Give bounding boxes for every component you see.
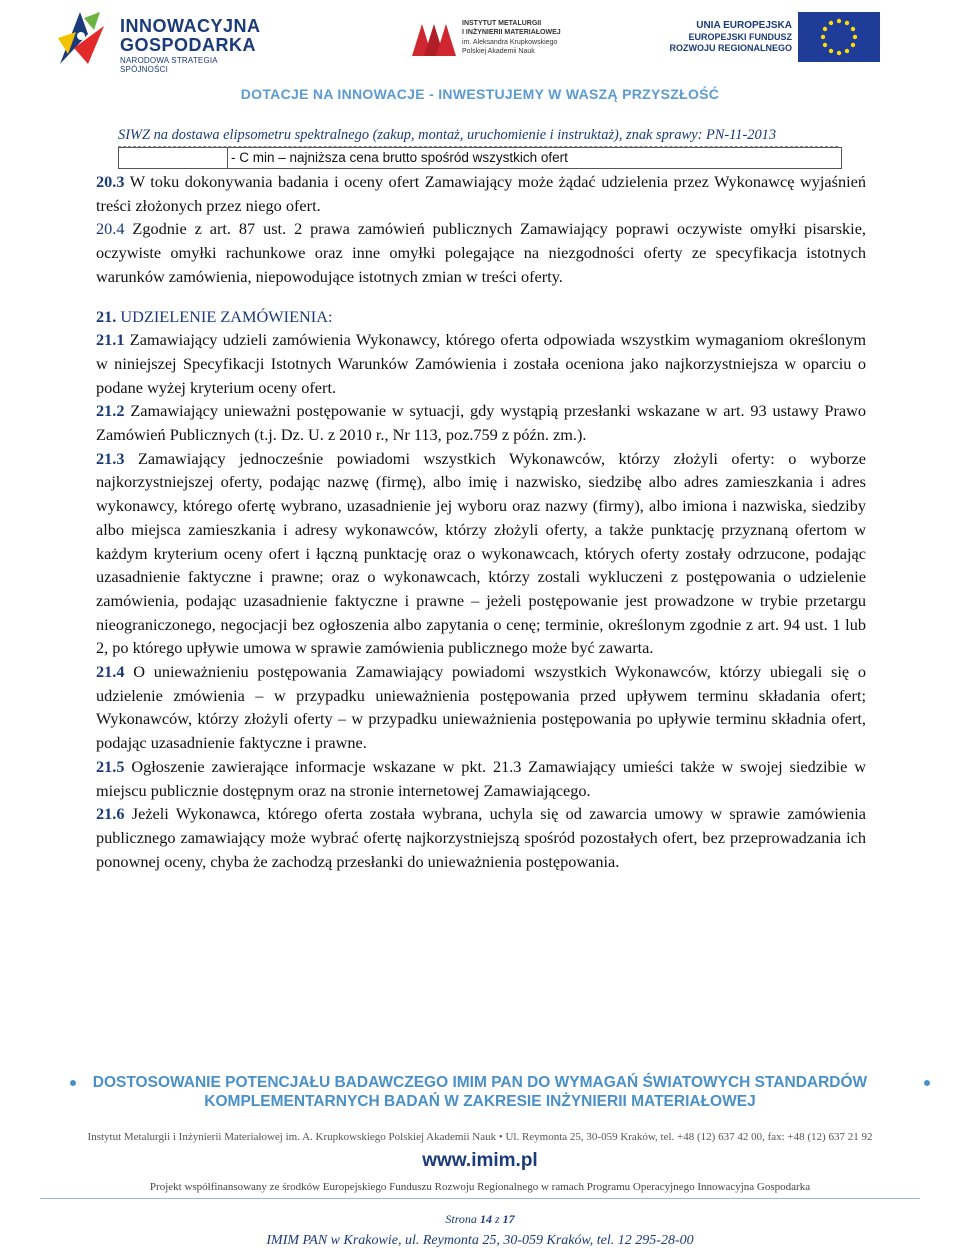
header-banner: DOTACJE NA INNOWACJE - INWESTUJEMY W WASZĄ PRZYSZŁOŚĆ: [240, 86, 720, 102]
logo-right-line1: UNIA EUROPEJSKA: [696, 20, 792, 31]
table-row-text: - C min – najniższa cena brutto spośród wszystkich ofert: [231, 150, 568, 165]
page-total: 17: [502, 1212, 515, 1226]
page-number: [0, 1212, 960, 1227]
paragraph-21-2: [96, 399, 866, 446]
logo-right-line2: EUROPEJSKI FUNDUSZ: [688, 32, 792, 42]
footer-project-note: Projekt współfinansowany ze środków Europejskiego Funduszu Rozwoju Regionalnego w ramach Programu Operacyjnego Innowacyjna Gospodarka: [149, 1181, 811, 1193]
footer-divider: [40, 1198, 920, 1199]
paragraph-21-1: [96, 328, 866, 399]
imim-emblem-icon: [410, 18, 458, 58]
footer-title-line2: KOMPLEMENTARNYCH BADAŃ W ZAKRESIE INŻYNIERII MATERIAŁOWEJ: [204, 1093, 756, 1110]
paragraph-text: O unieważnieniu postępowania Zamawiający powiadomi wszystkich Wykonawców, którzy ubiegali się o udzielenie zmówienia – w przypadku unieważnienia postępowania przed upływem terminu składania ofert; Wykonawców, którzy złożyli oferty – w przypadku unieważnienia postępowania po upływie terminu składnia ofert, podając uzasadnienie faktyczne i prawne.: [96, 662, 866, 753]
logo-right-line3: ROZWOJU REGIONALNEGO: [669, 43, 792, 53]
paragraph-number: 21.3: [96, 448, 125, 468]
paragraph-number: 21.4: [96, 662, 125, 682]
footer-address: Instytut Metalurgii i Inżynierii Materiałowej im. A. Krupkowskiego Polskiej Akademii Nauk • Ul. Reymonta 25, 30-059 Kraków, tel. +48 (12) 637 42 00, fax: +48 (12) 637 21 92: [87, 1131, 873, 1143]
logo-left-line2: GOSPODARKA: [120, 35, 257, 55]
footer-title-line1: DOSTOSOWANIE POTENCJAŁU BADAWCZEGO IMIM PAN DO WYMAGAŃ ŚWIATOWYCH STANDARDÓW: [92, 1074, 868, 1091]
logo-left-line1: INNOWACYJNA: [120, 16, 261, 36]
page-word: Strona: [445, 1212, 480, 1226]
paragraph-text: Zamawiający udzieli zamówienia Wykonawcy, którego oferta odpowiada wszystkim wymaganiom określonym w niniejszej Specyfikacji Istotnych Warunków Zamówienia i została oceniona jako najkorzystniejsza w oparciu o podane wyżej kryterium oceny ofert.: [96, 330, 866, 397]
paragraph-21-3: [96, 447, 866, 660]
innowacyjna-gospodarka-logo: [42, 6, 262, 74]
paragraph-text: Zgodnie z art. 87 ust. 2 prawa zamówień publicznych Zamawiający poprawi oczywiste omyłki pisarskie, oczywiste omyłki rachunkowe oraz inne omyłki polegające na niezgodności oferty ze specyfikacja istotnych warunków zamówienia, niepowodujące istotnych zmian w treści oferty.: [96, 219, 866, 286]
logo-center-line4: Polskiej Akademii Nauk: [462, 48, 535, 55]
logo-left-line3: NARODOWA STRATEGIA SPÓJNOŚCI: [120, 56, 218, 74]
paragraph-21-4: [96, 660, 866, 755]
paragraph-20-4: [96, 217, 866, 288]
paragraph-text: Ogłoszenie zawierające informacje wskazane w pkt. 21.3 Zamawiający umieści także w swojej siedzibie w miejscu publicznie dostępnym oraz na stronie internetowej Zamawiającego.: [96, 756, 866, 800]
innowacyjna-gospodarka-emblem-icon: [54, 8, 108, 66]
paragraph-text: W toku dokonywania badania i oceny ofert Zamawiający może żądać udzielenia przez Wykonawcę wyjaśnień treści złożonych przez niego ofert.: [96, 172, 866, 215]
paragraph-number: 20.3: [96, 172, 125, 191]
paragraph-number: 21.1: [96, 330, 125, 350]
footer-project-title: [0, 1073, 960, 1111]
bullet-dot-icon: [924, 1080, 930, 1086]
paragraph-text: Zamawiający jednocześnie powiadomi wszystkich Wykonawców, którzy złożyli oferty: o wyborze najkorzystniejszej oferty, podając nazwę (firmę), albo imię i nazwisko, siedzibę albo adres zamieszkania i adres wykonawcy, którego ofertę wybrano, uzasadnienie jej wyboru oraz nazwy (firmy), albo imiona i nazwiska, siedziby albo miejsca zamieszkania i adresy wykonawców, którzy złożyli oferty, a także punktację przyznaną ofertom w każdym kryterium oceny ofert i łączną punktację oraz o wykonawcach, których oferty zostały odrzucone, podając uzasadnienie faktyczne i prawne; oraz o wykonawcach, którzy zostali wykluczeni z postępowania o udzielenie zamówienia, podając uzasadnienie faktyczne i prawne – jeżeli postępowanie jest prowadzone w trybie przetargu nieograniczonego, negocjacji bez ogłoszenia albo zapytania o cenę; terminie, określonym zgodnie z art. 94 ust. 1 lub 2, po którego upływie umowa w sprawie zamówienia publicznego może być zawarta.: [96, 448, 866, 658]
section-title: UDZIELENIE ZAMÓWIENIA:: [116, 306, 333, 326]
footer-institution: IMIM PAN w Krakowie, ul. Reymonta 25, 30-059 Kraków, tel. 12 295-28-00: [266, 1233, 694, 1248]
paragraph-number: 21.2: [96, 401, 125, 421]
paragraph-21-5: [96, 755, 866, 802]
document-header: SIWZ na dostawa elipsometru spektralnego (zakup, montaż, uruchomienie i instruktaż), znak sprawy: PN-11-2013: [118, 127, 777, 143]
bullet-dot-icon: [70, 1080, 76, 1086]
section-number: 21.: [96, 306, 117, 326]
table-cell-empty: [119, 148, 228, 168]
paragraph-number: 20.4: [96, 219, 125, 239]
criteria-table-row: [118, 147, 842, 169]
paragraph-text: Zamawiający unieważni postępowanie w sytuacji, gdy wystąpią przesłanki wskazane w art. 93 ustawy Prawo Zamówień Publicznych (t.j. Dz. U. z 2010 r., Nr 113, poz.759 z późn. zm.).: [96, 401, 866, 445]
paragraph-text: Jeżeli Wykonawca, którego oferta została wybrana, uchyla się od zawarcia umowy w sprawie zamówienia publicznego zamawiający może wybrać ofertę najkorzystniejszą spośród pozostałych ofert, bez przeprowadzania ich ponownej oceny, chyba że zachodzą przesłanki do unieważnienia postępowania.: [96, 804, 866, 871]
paragraph-21-6: [96, 802, 866, 873]
logo-center-line3: im. Aleksandra Krupkowskiego: [462, 39, 558, 46]
page-current: 14: [479, 1212, 492, 1226]
imim-logo: [410, 14, 610, 64]
paragraph-number: 21.6: [96, 804, 125, 824]
eu-logo: [669, 8, 888, 64]
paragraph-number: 21.5: [96, 756, 125, 776]
paragraph-20-3: [96, 170, 866, 217]
eu-flag-icon: [798, 12, 880, 62]
document-body: [96, 170, 866, 873]
page-of: z: [491, 1212, 503, 1226]
section-21-heading: [96, 305, 866, 329]
footer-website-link[interactable]: www.imim.pl: [422, 1150, 538, 1171]
logo-center-line1: INSTYTUT METALURGII: [462, 20, 542, 27]
logo-center-line2: I INŻYNIERII MATERIAŁOWEJ: [462, 29, 561, 36]
